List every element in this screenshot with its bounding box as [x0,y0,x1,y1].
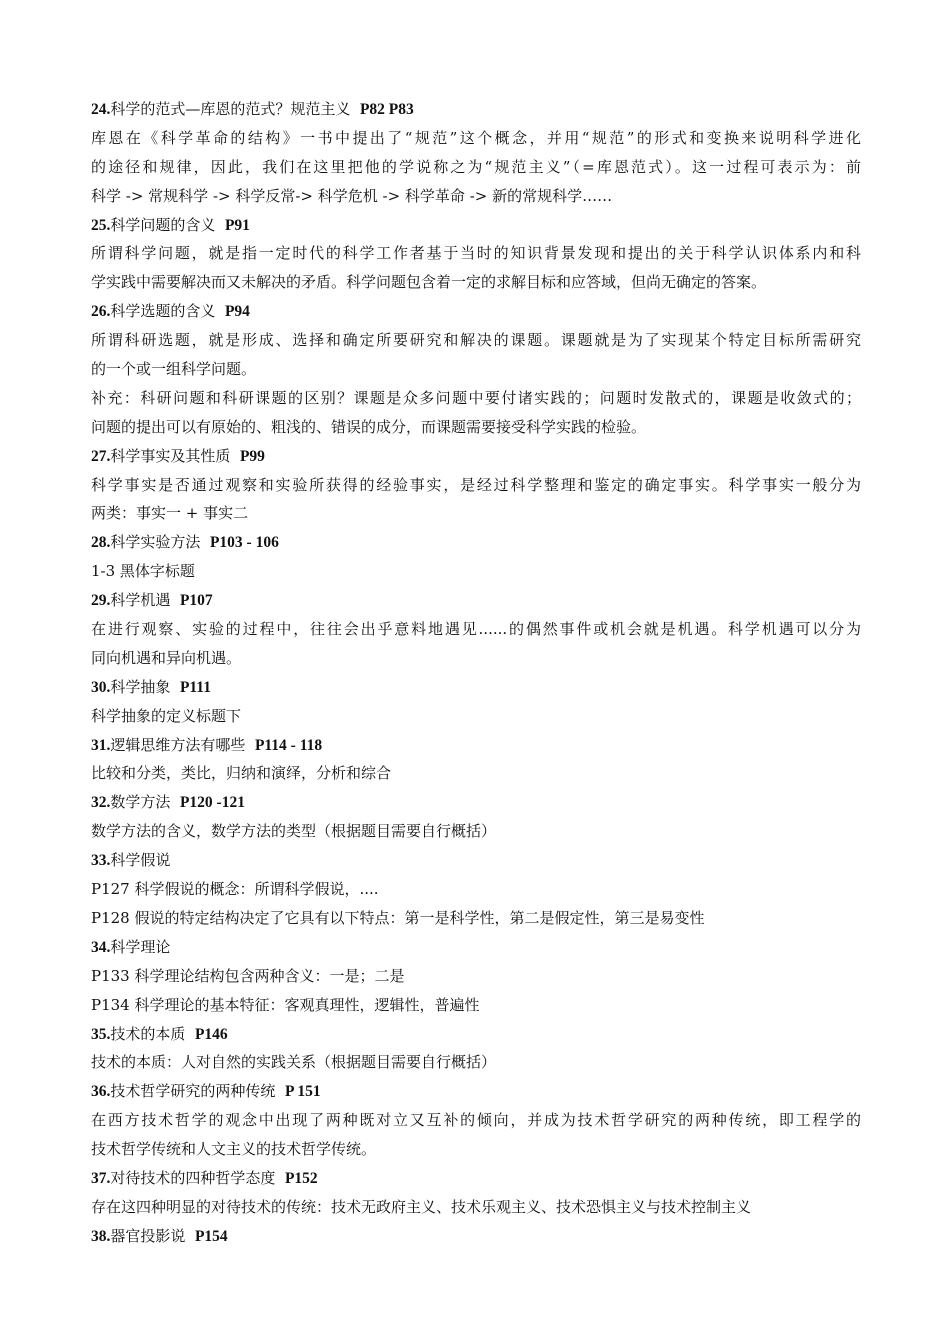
body-text-line: 在进行观察、实验的过程中，往往会出乎意料地遇见......的偶然事件或机会就是机遇。科学机遇可以分为 [91,620,861,639]
section-number: 32. [91,794,111,812]
body-text-line: 的一个或一组科学问题。 [91,360,257,379]
section-heading [91,1077,861,1106]
body-text-line: 技术哲学传统和人文主义的技术哲学传统。 [91,1140,377,1159]
body-text-line: 补充：科研问题和科研课题的区别？课题是众多问题中要付诸实践的；问题时发散式的，课题是收敛式的； [91,388,861,407]
section-title: 科学事实及其性质 [110,446,231,465]
document-page [91,95,861,1251]
body-text-line: P128 假说的特定结构决定了它具有以下特点：第一是科学性，第二是假定性，第三是易变性 [91,908,705,927]
body-text-line: 在西方技术哲学的观念中出现了两种既对立又互补的倾向，并成为技术哲学研究的两种传统，即工程学的 [91,1111,861,1130]
section-title: 器官投影说 [110,1226,186,1245]
section-heading [91,95,861,124]
body-text-line: 所谓科研选题，就是形成、选择和确定所要研究和解决的课题。课题就是为了实现某个特定目标所需研究 [91,331,861,350]
section-number: 34. [91,938,111,956]
page-reference: P120 -121 [179,794,245,812]
body-text-line: P133 科学理论结构包含两种含义：一是；二是 [91,966,405,985]
section-title: 科学假说 [110,851,171,870]
section-heading [91,1164,861,1193]
section-title: 数学方法 [110,793,171,812]
section-title: 逻辑思维方法有哪些 [110,735,246,754]
body-text-line: P134 科学理论的基本特征：客观真理性，逻辑性，普遍性 [91,995,480,1014]
section-heading [91,586,861,615]
body-text-line: 所谓科学问题，就是指一定时代的科学工作者基于当时的知识背景发现和提出的关于科学认识体系内和科 [91,244,861,263]
section-number: 31. [91,736,111,754]
body-text-line: 1-3 黑体字标题 [91,562,195,581]
section-heading [91,731,861,760]
body-text-line: 科学 -> 常规科学 -> 科学反常-> 科学危机 -> 科学革命 -> 新的常规科学…… [91,186,613,205]
section-heading [91,673,861,702]
page-reference: P111 [179,678,211,696]
section-heading [91,528,861,557]
page-reference: P82 P83 [359,101,414,118]
body-text-line: 问题的提出可以有原始的、粗浅的、错误的成分，而课题需要接受科学实践的检验。 [91,417,647,436]
section-number: 26. [91,303,111,321]
section-title: 科学的范式—库恩的范式？规范主义 [110,100,351,118]
section-number: 28. [91,534,111,552]
page-reference: P114 - 118 [254,736,323,754]
body-text-line: P127 科学假说的概念：所谓科学假说，.... [91,880,379,899]
section-number: 36. [91,1083,111,1101]
section-heading [91,846,861,875]
page-reference: P99 [239,447,265,465]
section-number: 38. [91,1227,111,1245]
body-text-line: 学实践中需要解决而又未解决的矛盾。科学问题包含着一定的求解目标和应答域，但尚无确定的答案。 [91,273,767,292]
page-reference: P107 [179,592,213,610]
body-text-line: 科学抽象的定义标题下 [91,706,242,725]
body-text-line: 比较和分类，类比，归纳和演绎，分析和综合 [91,764,392,783]
section-number: 29. [91,592,111,610]
section-number: 33. [91,852,111,870]
section-number: 27. [91,447,111,465]
section-title: 科学实验方法 [110,533,201,552]
section-number: 25. [91,216,111,234]
body-text-line: 库恩在《科学革命的结构》一书中提出了“规范”这个概念，并用“规范”的形式和变换来说明科学进化 [91,128,861,147]
section-heading [91,1020,861,1049]
body-text-line: 数学方法的含义，数学方法的类型（根据题目需要自行概括） [91,822,497,841]
section-heading [91,297,861,326]
section-title: 技术哲学研究的两种传统 [110,1082,276,1101]
body-text-line: 两类：事实一 + 事实二 [91,504,249,523]
section-title: 科学问题的含义 [110,215,216,234]
page-reference: P146 [194,1025,228,1043]
page-reference: P103 - 106 [209,534,279,552]
body-text-line: 存在这四种明显的对待技术的传统：技术无政府主义、技术乐观主义、技术恐惧主义与技术控制主义 [91,1197,752,1216]
section-title: 科学理论 [110,937,171,956]
body-text-line: 科学事实是否通过观察和实验所获得的经验事实，是经过科学整理和鉴定的确定事实。科学事实一般分为 [91,475,861,494]
page-reference: P 151 [284,1083,321,1101]
section-heading [91,211,861,240]
page-reference: P154 [194,1227,228,1245]
section-number: 24. [91,101,111,118]
body-text-line: 技术的本质：人对自然的实践关系（根据题目需要自行概括） [91,1053,497,1072]
section-heading [91,1222,861,1251]
body-text-line: 同向机遇和异向机遇。 [91,648,242,667]
section-title: 科学选题的含义 [110,302,216,321]
page-reference: P91 [224,216,250,234]
section-title: 对待技术的四种哲学态度 [110,1168,276,1187]
section-heading [91,788,861,817]
page-reference: P152 [284,1169,318,1187]
section-title: 科学抽象 [110,677,171,696]
section-heading [91,933,861,962]
section-title: 技术的本质 [110,1024,186,1043]
section-number: 30. [91,678,111,696]
body-text-line: 的途径和规律，因此，我们在这里把他的学说称之为“规范主义”（=库恩范式）。这一过程可表示为：前 [91,157,861,176]
section-heading [91,442,861,471]
section-title: 科学机遇 [110,591,171,610]
section-number: 37. [91,1169,111,1187]
section-number: 35. [91,1025,111,1043]
page-reference: P94 [224,303,250,321]
